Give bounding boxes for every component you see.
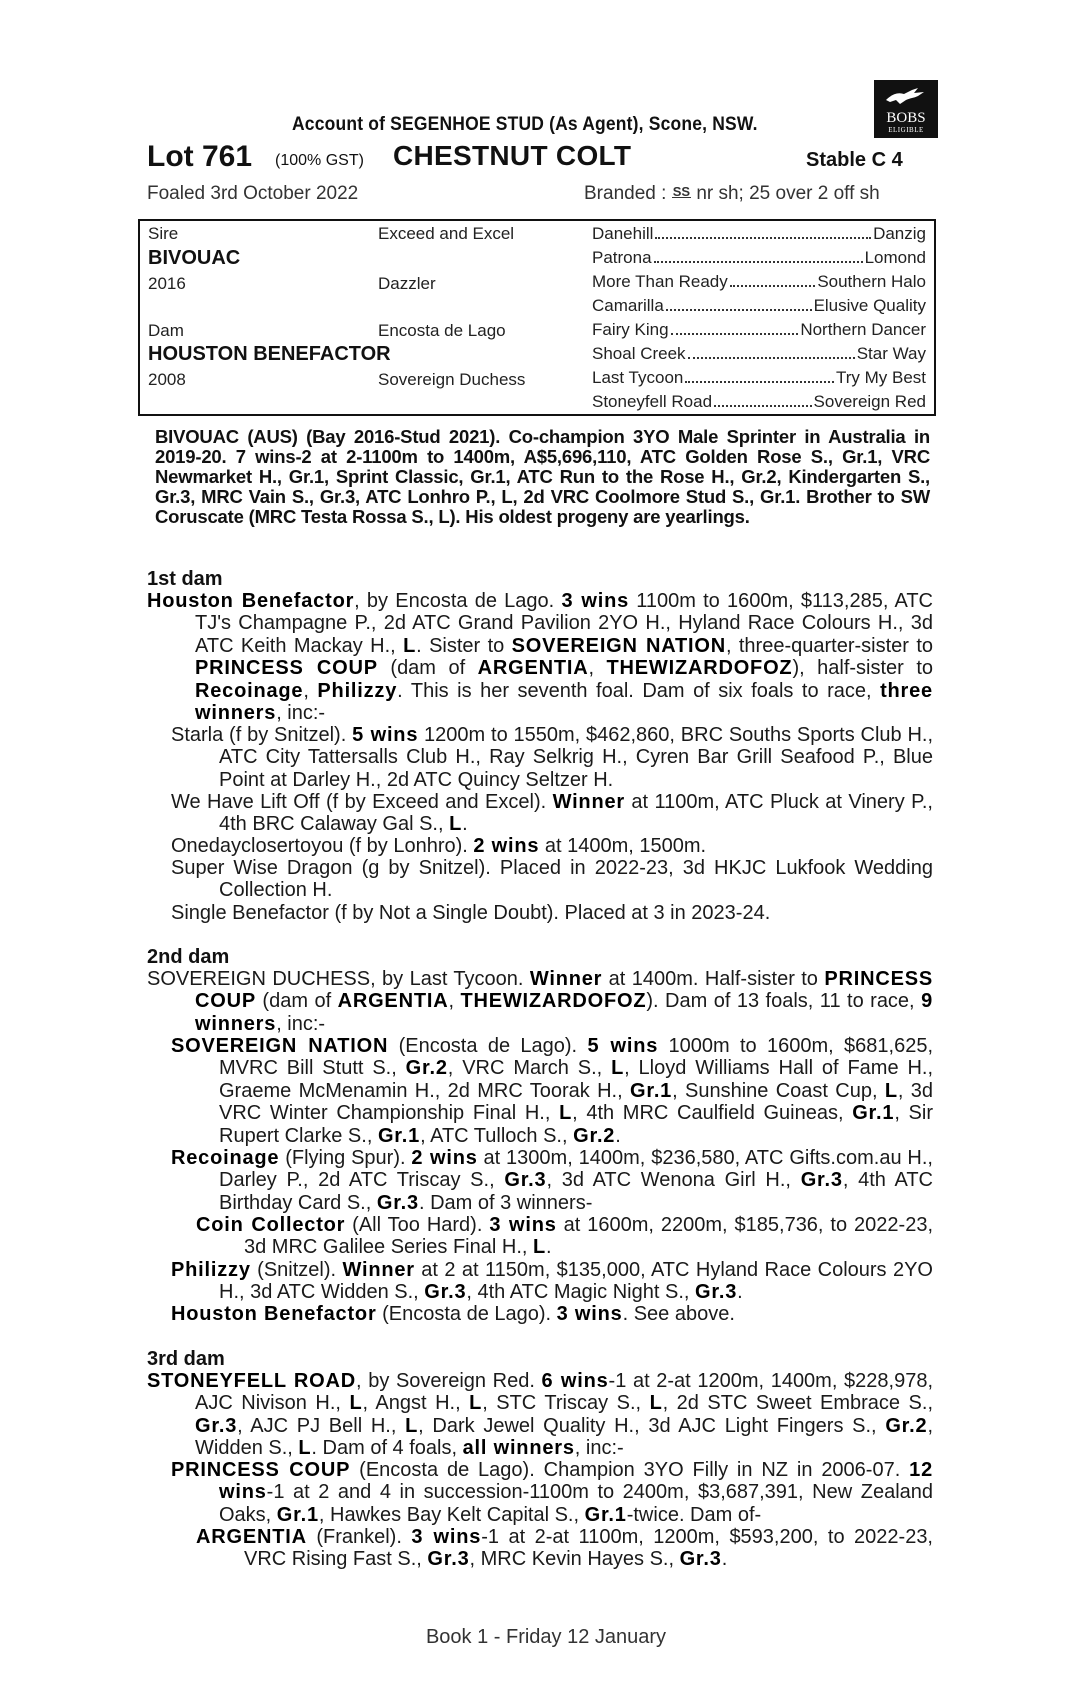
branded-label: Branded : [584,183,667,204]
gst-note: (100% GST) [275,152,364,169]
pedigree-table [138,219,936,416]
branded-info [584,183,880,205]
section-second-dam: 2nd dam [147,946,230,968]
progeny-entry: Super Wise Dragon (g by Snitzel). Placed in 2022-23, 3d HKJC Lukfook Wedding Collection H. [171,857,933,902]
ancestor-row: Last Tycoon Try My Best [592,368,926,387]
progeny-entry: Starla (f by Snitzel). 5 wins 1200m to 1550m, $462,860, BRC Souths Sports Club H., ATC City Tattersalls Club H., Ray Selkrig H., Cyren Bar Grill Seafood P., Blue Point at Darley H., 2d ATC Quincy Seltzer H. [171,724,933,791]
section-third-dam: 3rd dam [147,1348,225,1370]
progeny-entry: We Have Lift Off (f by Exceed and Excel). Winner at 1100m, ATC Pluck at Vinery P., 4th BRC Calaway Gal S., L. [171,791,933,836]
second-dam-paragraph: SOVEREIGN DUCHESS, by Last Tycoon. Winner at 1400m. Half-sister to PRINCESS COUP (dam of ARGENTIA, THEWIZARDOFOZ). Dam of 13 foals, 11 to race, 9 winners, inc:- [147,968,934,1035]
horse-icon [884,86,928,108]
dam-dam: Sovereign Duchess [378,370,526,389]
page-footer: Book 1 - Friday 12 January [425,1626,667,1648]
dam-name: HOUSTON BENEFACTOR [148,343,391,365]
progeny-entry: Onedaycloser​toyou (f by Lonhro). 2 wins at 1400m, 1500m. [171,835,707,857]
ancestor-row: More Than Ready Southern Halo [592,272,926,291]
ancestor-row: Stoneyfell Road Sovereign Red [592,392,926,411]
section-first-dam: 1st dam [147,568,223,590]
ancestor-row: Patrona Lomond [592,248,926,267]
sire-dam: Dazzler [378,274,436,293]
dam-sire: Encosta de Lago [378,321,506,340]
ancestor-row: Danehill Danzig [592,224,926,243]
sire-label: Sire [148,224,179,243]
ancestor-row: Camarilla Elusive Quality [592,296,926,315]
progeny-entry: Single Benefactor (f by Not a Single Doubt). Placed at 3 in 2023-24. [171,902,771,924]
progeny-entry: PRINCESS COUP (Encosta de Lago). Champion 3YO Filly in NZ in 2006-07. 12 wins-1 at 2 and 4 in succession-1100m to 2400m, $3,687,391, New Zealand Oaks, Gr.1, Hawkes Bay Kelt Capital S., Gr.1-twice. Dam of- [171,1459,933,1526]
brand-description: nr sh; 25 over 2 off sh [696,183,880,204]
sire-sire: Exceed and Excel [378,224,515,243]
dam-year: 2008 [148,370,186,389]
third-dam-paragraph: STONEYFELL ROAD, by Sovereign Red. 6 wins-1 at 2-at 1200m, 1400m, $228,978, AJC Nivison H., L, Angst H., L, STC Triscay S., L, 2d STC Sweet Embrace S., Gr.3, AJC PJ Bell H., L, Dark Jewel Quality H., 3d AJC Light Fingers S., Gr.2, Widden S., L. Dam of 4 foals, all winners, inc:- [147,1370,934,1460]
progeny-entry: SOVEREIGN NATION (Encosta de Lago). 5 wins 1000m to 1600m, $681,625, MVRC Bill Stutt S., Gr.2, VRC March S., L, Lloyd Williams Hall of Fame H., Graeme McMenamin H., 2d MRC Toorak H., Gr.1, Sunshine Coast Cup, L, 3d VRC Winter Championship Final H., L, 4th MRC Caulfield Guineas, Gr.1, Sir Rupert Clarke S., Gr.1, ATC Tulloch S., Gr.2. [171,1035,934,1147]
first-dam-paragraph: Houston Benefactor, by Encosta de Lago. 3 wins 1100m to 1600m, $113,285, ATC TJ's Champagne P., 2d ATC Grand Pavilion 2YO H., Hyland Race Colours H., 3d ATC Keith Mackay H., L. Sister to SOVEREIGN NATION, three-quarter-sister to PRINCESS COUP (dam of ARGENTIA, THEWIZARDOFOZ), half-sister to Recoinage, Philizzy. This is her seventh foal. Dam of six foals to race, three winners, inc:- [147,590,934,725]
lot-number: Lot 761 [147,140,253,173]
sire-year: 2016 [148,274,186,293]
foaled-date: Foaled 3rd October 2022 [147,183,359,204]
progeny-entry: Philizzy (Snitzel). Winner at 2 at 1150m, $135,000, ATC Hyland Race Colours 2YO H., 3d ATC Widden S., Gr.3, 4th ATC Magic Night S., Gr.3. [171,1259,933,1304]
ancestor-row: Fairy King Northern Dancer [592,320,926,339]
brand-mark-icon: SS [672,184,691,199]
dam-label: Dam [148,321,184,340]
bobs-eligible-logo [874,80,938,138]
progeny-entry: Coin Collector (All Too Hard). 3 wins at 1600m, 2200m, $185,736, to 2022-23, 3d MRC Galilee Series Final H., L. [196,1214,934,1259]
progeny-entry: Houston Benefactor (Encosta de Lago). 3 wins. See above. [171,1303,735,1325]
progeny-entry: Recoinage (Flying Spur). 2 wins at 1300m, 1400m, $236,580, ATC Gifts.com.au H., Darley P., 2d ATC Triscay S., Gr.3, 3d ATC Wenona Girl H., Gr.3, 4th ATC Birthday Card S., Gr.3. Dam of 3 winners- [171,1147,933,1214]
stable-number: Stable C 4 [806,149,903,171]
sire-name: BIVOUAC [148,247,241,269]
logo-text: BOBS [886,110,926,126]
logo-subtext: ELIGIBLE [888,126,924,134]
lot-description: CHESTNUT COLT [393,140,632,171]
ancestor-row: Shoal Creek Star Way [592,344,926,363]
progeny-entry: ARGENTIA (Frankel). 3 wins-1 at 2-at 1100m, 1200m, $593,200, to 2022-23, VRC Rising Fast S., Gr.3, MRC Kevin Hayes S., Gr.3. [196,1526,933,1571]
vendor-account: Account of SEGENHOE STUD (As Agent), Scone, NSW. [292,114,758,135]
sire-summary: BIVOUAC (AUS) (Bay 2016-Stud 2021). Co-champion 3YO Male Sprinter in Australia in 2019-20. 7 wins-2 at 2-1100m to 1400m, A$5,696,110, ATC Golden Rose S., Gr.1, VRC Newmarket H., Gr.1, Sprint Classic, Gr.1, ATC Run to the Rose H., Gr.2, Kindergarten S., Gr.3, MRC Vain S., Gr.3, ATC Lonhro P., L, 2d VRC Coolmore Stud S., Gr.1. Brother to SW Coruscate (MRC Testa Rossa S., L). His oldest progeny are yearlings. [155,426,930,527]
